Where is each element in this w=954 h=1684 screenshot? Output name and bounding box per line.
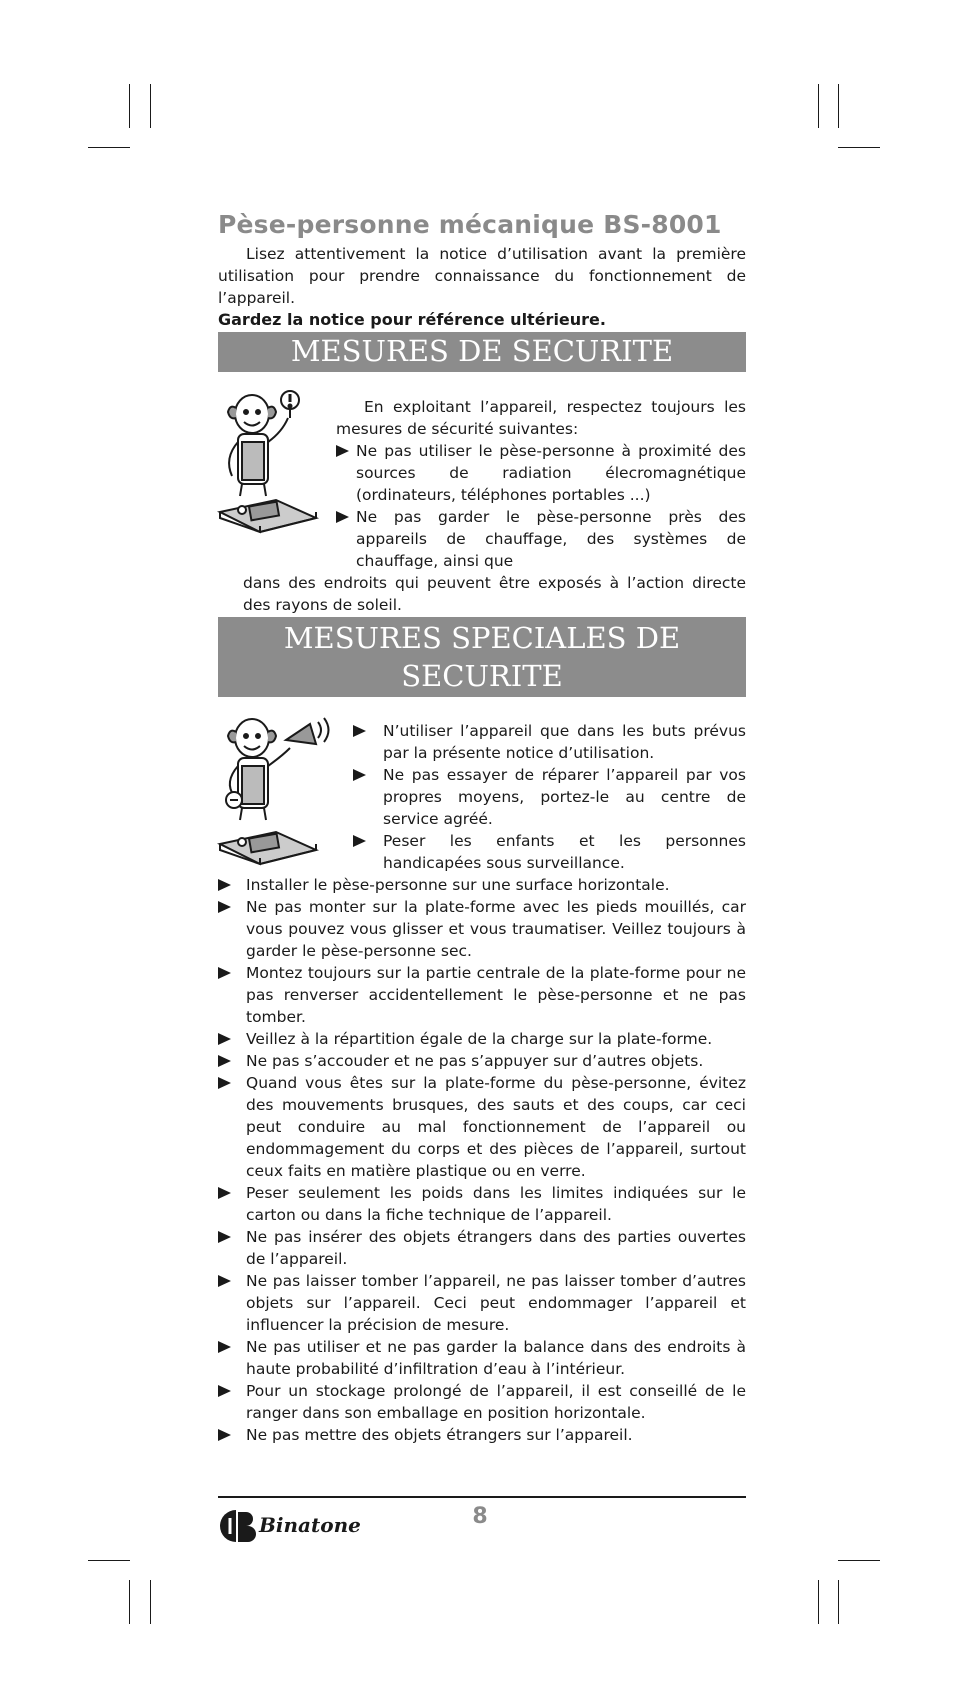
section1-heading-text: MESURES DE SECURITE <box>290 334 674 368</box>
list-item: Pour un stockage prolongé de l’appareil, il est conseillé de le ranger dans son emballage en position horizontale. <box>218 1380 746 1424</box>
crop-mark <box>818 84 819 128</box>
crop-mark <box>88 1560 130 1561</box>
list-item: Quand vous êtes sur la plate-forme du pèse-personne, évitez des mouvements brusques, des sauts et des coups, car ceci peut conduire au mal fonctionnement de l’appareil ou endommagement du corps et des pièces de l’appareil, surtout ceux faits en matière plastique ou en verre. <box>218 1072 746 1182</box>
crop-mark <box>838 84 839 128</box>
list-item: Ne pas essayer de réparer l’appareil par vos propres moyens, portez-le au centre de service agréé. <box>353 764 746 830</box>
logo-text: Binatone <box>259 1513 361 1537</box>
crop-mark <box>150 84 151 128</box>
bullet-triangle-icon <box>353 835 366 847</box>
bullet-triangle-icon <box>218 901 231 913</box>
section1-body <box>218 396 746 616</box>
section2-heading-line1: MESURES SPECIALES DE <box>283 621 681 655</box>
footer-divider <box>218 1496 746 1498</box>
header-block <box>218 210 746 331</box>
bullet-triangle-icon <box>218 1341 231 1353</box>
list-item: Ne pas utiliser et ne pas garder la balance dans des endroits à haute probabilité d’infiltration d’eau à l’intérieur. <box>218 1336 746 1380</box>
bullet-triangle-icon <box>218 1187 231 1199</box>
crop-mark <box>88 147 130 148</box>
bullet-triangle-icon <box>218 1275 231 1287</box>
section2-heading <box>218 617 746 697</box>
list-item: Ne pas insérer des objets étrangers dans des parties ouvertes de l’appareil. <box>218 1226 746 1270</box>
intro-bold-text: Gardez la notice pour référence ultérieure. <box>218 310 606 329</box>
bullet-triangle-icon <box>353 769 366 781</box>
section1-heading <box>218 332 746 372</box>
bullet-triangle-icon <box>218 1033 231 1045</box>
crop-mark <box>838 1580 839 1624</box>
list-item: Ne pas garder le pèse-personne près des appareils de chauffage, des systèmes de chauffage, ainsi que <box>336 506 746 572</box>
section1-list <box>218 440 746 572</box>
crop-mark <box>838 147 880 148</box>
list-item: Veillez à la répartition égale de la charge sur la plate-forme. <box>218 1028 746 1050</box>
crop-mark <box>838 1560 880 1561</box>
list-item: Ne pas s’accouder et ne pas s’appuyer sur d’autres objets. <box>218 1050 746 1072</box>
intro-text: Lisez attentivement la notice d’utilisation avant la première utilisation pour prendre connaissance du fonctionnement de l’appareil. <box>218 245 746 307</box>
section2-heading-line2: SECURITE <box>401 659 563 693</box>
list-item: Montez toujours sur la partie centrale de la plate-forme pour ne pas renverser accidentellement le pèse-personne et ne pas tomber. <box>218 962 746 1028</box>
bullet-triangle-icon <box>336 511 349 523</box>
section2-body <box>218 720 746 1446</box>
crop-mark <box>129 84 130 128</box>
section1-continuation: dans des endroits qui peuvent être exposés à l’action directe des rayons de soleil. <box>243 574 746 614</box>
list-item: Ne pas utiliser le pèse-personne à proximité des sources de radiation élecromagnétique (ordinateurs, téléphones portables ...) <box>336 440 746 506</box>
page-number: 8 <box>472 1504 488 1529</box>
bullet-triangle-icon <box>336 445 349 457</box>
binatone-logo-icon <box>218 1508 258 1544</box>
bullet-triangle-icon <box>218 1077 231 1089</box>
page-title: Pèse-personne mécanique BS-8001 <box>218 210 722 239</box>
bullet-triangle-icon <box>218 1429 231 1441</box>
bullet-triangle-icon <box>353 725 366 737</box>
crop-mark <box>150 1580 151 1624</box>
section2-top-list <box>218 720 746 874</box>
list-item: Peser les enfants et les personnes handicapées sous surveillance. <box>353 830 746 874</box>
bullet-triangle-icon <box>218 879 231 891</box>
crop-mark <box>129 1580 130 1624</box>
list-item: Ne pas monter sur la plate-forme avec les pieds mouillés, car vous pouvez vous glisser et vous traumatiser. Veillez toujours à garder le pèse-personne sec. <box>218 896 746 962</box>
bullet-triangle-icon <box>218 967 231 979</box>
bullet-triangle-icon <box>218 1055 231 1067</box>
list-item: N’utiliser l’appareil que dans les buts prévus par la présente notice d’utilisation. <box>353 720 746 764</box>
section1-lead: En exploitant l’appareil, respectez toujours les mesures de sécurité suivantes: <box>336 398 746 438</box>
list-item: Ne pas mettre des objets étrangers sur l’appareil. <box>218 1424 746 1446</box>
section2-list <box>218 874 746 1446</box>
list-item: Installer le pèse-personne sur une surface horizontale. <box>218 874 746 896</box>
list-item: Ne pas laisser tomber l’appareil, ne pas laisser tomber d’autres objets sur l’appareil. Ceci peut endommager l’appareil et influencer la précision de mesure. <box>218 1270 746 1336</box>
crop-mark <box>818 1580 819 1624</box>
list-item: Peser seulement les poids dans les limites indiquées sur le carton ou dans la fiche technique de l’appareil. <box>218 1182 746 1226</box>
bullet-triangle-icon <box>218 1385 231 1397</box>
bullet-triangle-icon <box>218 1231 231 1243</box>
